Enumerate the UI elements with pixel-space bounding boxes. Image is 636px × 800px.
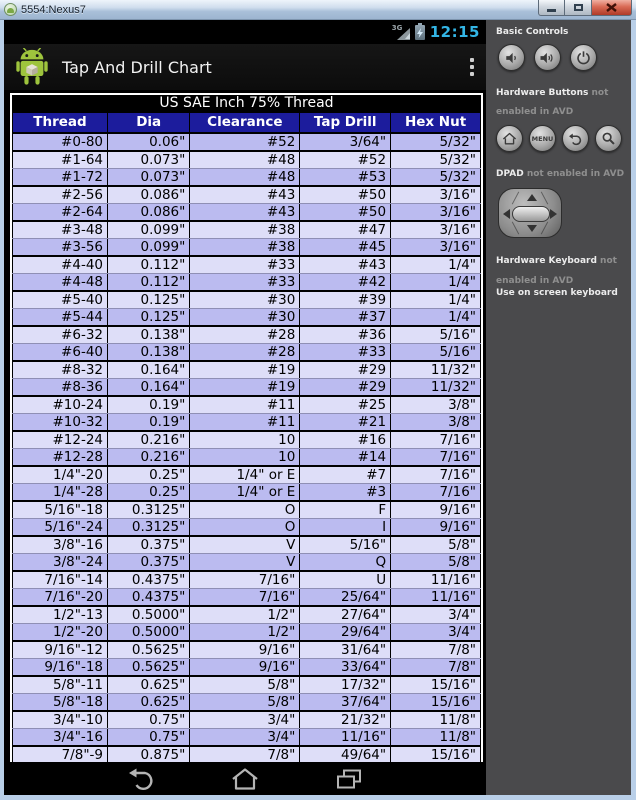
app-title: Tap And Drill Chart [62, 57, 212, 77]
table-cell: #19 [190, 378, 300, 396]
hardware-buttons [496, 125, 625, 152]
table-cell: 5/8" [391, 536, 481, 554]
table-cell: 7/8" [391, 658, 481, 676]
table-cell: 0.19" [108, 396, 190, 414]
table-row [13, 291, 481, 309]
table-row [13, 273, 481, 291]
table-row [13, 186, 481, 204]
table-row [13, 501, 481, 519]
keyboard-hint: Use on screen keyboard [496, 288, 618, 298]
table-cell: O [190, 501, 300, 519]
table-cell: #19 [190, 361, 300, 379]
table-cell: 33/64" [300, 658, 391, 676]
table-cell: 1/4"-20 [13, 466, 108, 484]
table-cell: 1/4" [391, 273, 481, 291]
table-cell: #21 [300, 413, 391, 431]
table-cell: V [190, 536, 300, 554]
table-cell: #3-48 [13, 221, 108, 239]
volume-down-icon [504, 51, 520, 65]
table-cell: #47 [300, 221, 391, 239]
table-cell: 0.086" [108, 203, 190, 221]
table-cell: 9/16" [391, 501, 481, 519]
table-cell: 0.875" [108, 746, 190, 763]
table-cell: 0.073" [108, 151, 190, 169]
table-cell: 9/16" [391, 518, 481, 536]
table-cell: 9/16"-12 [13, 641, 108, 659]
table-row [13, 151, 481, 169]
table-cell: #33 [190, 256, 300, 274]
table-body [13, 133, 481, 763]
table-cell: 7/16"-14 [13, 571, 108, 589]
table-row [13, 133, 481, 151]
table-cell: 7/16" [391, 448, 481, 466]
table-cell: 0.5000" [108, 623, 190, 641]
table-cell: #36 [300, 326, 391, 344]
table-cell: 11/32" [391, 378, 481, 396]
window-titlebar[interactable] [0, 0, 636, 20]
back-icon [568, 132, 583, 146]
table-header-row [13, 113, 481, 133]
table-cell: 0.5625" [108, 641, 190, 659]
table-cell: #43 [190, 203, 300, 221]
table-cell: Q [300, 553, 391, 571]
table-cell: 3/16" [391, 186, 481, 204]
table-cell: 0.06" [108, 133, 190, 151]
table-row [13, 343, 481, 361]
action-bar [4, 44, 486, 90]
table-cell: 9/16"-18 [13, 658, 108, 676]
table-cell: #2-64 [13, 203, 108, 221]
table-cell: 21/32" [300, 711, 391, 729]
table-row [13, 711, 481, 729]
hardware-buttons-section-label: Hardware Buttons not enabled in AVD [496, 88, 609, 117]
column-header-clearance: Clearance [190, 113, 300, 133]
column-header-tap-drill: Tap Drill [300, 113, 391, 133]
table-cell: #52 [300, 151, 391, 169]
table-row [13, 361, 481, 379]
android-robot-app-icon [14, 48, 50, 86]
table-cell: #25 [300, 396, 391, 414]
table-cell: #1-64 [13, 151, 108, 169]
table-cell: 5/8"-18 [13, 693, 108, 711]
table-cell: 0.5000" [108, 606, 190, 624]
table-cell: 0.4375" [108, 571, 190, 589]
table-cell: #29 [300, 378, 391, 396]
close-icon [606, 3, 617, 12]
table-cell: 0.375" [108, 553, 190, 571]
table-cell: 25/64" [300, 588, 391, 606]
table-cell: #43 [190, 186, 300, 204]
table-cell: #48 [190, 168, 300, 186]
table-cell: 11/8" [391, 711, 481, 729]
table-cell: 3/16" [391, 203, 481, 221]
table-row [13, 203, 481, 221]
emulator-controls-panel [486, 20, 631, 795]
table-cell: 27/64" [300, 606, 391, 624]
table-cell: #4-40 [13, 256, 108, 274]
table-cell: 7/16" [391, 431, 481, 449]
table-cell: 7/16" [391, 466, 481, 484]
table-cell: #37 [300, 308, 391, 326]
table-cell: 5/8" [391, 553, 481, 571]
table-cell: 1/4" [391, 308, 481, 326]
dpad-left-icon[interactable] [503, 209, 510, 219]
table-cell: 7/16"-20 [13, 588, 108, 606]
table-cell: 3/8" [391, 413, 481, 431]
table-cell: 0.164" [108, 378, 190, 396]
table-cell: 11/16" [391, 571, 481, 589]
status-bar [4, 20, 486, 44]
table-cell: 29/64" [300, 623, 391, 641]
table-row [13, 168, 481, 186]
table-cell: 0.75" [108, 728, 190, 746]
recent-apps-icon [335, 767, 363, 791]
table-cell: 0.75" [108, 711, 190, 729]
back-icon [126, 767, 156, 791]
table-cell: 5/16" [391, 326, 481, 344]
table-cell: 0.138" [108, 326, 190, 344]
table-row [13, 256, 481, 274]
table-cell: 1/4" or E [190, 483, 300, 501]
table-cell: 0.25" [108, 483, 190, 501]
table-cell: #16 [300, 431, 391, 449]
table-cell: #38 [190, 238, 300, 256]
table-cell: #43 [300, 256, 391, 274]
home-button[interactable] [227, 766, 263, 792]
window-controls [538, 0, 632, 16]
system-navigation-bar [4, 762, 486, 795]
table-row [13, 466, 481, 484]
table-cell: 0.216" [108, 431, 190, 449]
table-cell: #10-24 [13, 396, 108, 414]
table-cell: #0-80 [13, 133, 108, 151]
table-cell: 7/16" [391, 483, 481, 501]
table-row [13, 378, 481, 396]
table-cell: 7/8" [190, 746, 300, 763]
table-cell: 9/16" [190, 641, 300, 659]
basic-controls-buttons [498, 44, 625, 71]
power-icon [576, 50, 591, 65]
table-cell: 10 [190, 448, 300, 466]
table-cell: #45 [300, 238, 391, 256]
table-cell: 3/8" [391, 396, 481, 414]
drill-chart-panel [10, 93, 483, 762]
table-cell: 0.164" [108, 361, 190, 379]
table-cell: 7/16" [190, 571, 300, 589]
table-cell: #28 [190, 326, 300, 344]
table-cell: 0.125" [108, 308, 190, 326]
table-cell: 3/4" [190, 728, 300, 746]
power-button[interactable] [570, 44, 597, 71]
dpad-section-label: DPAD not enabled in AVD [496, 169, 625, 179]
table-cell: 5/32" [391, 133, 481, 151]
table-cell: 15/16" [391, 693, 481, 711]
table-cell: 0.375" [108, 536, 190, 554]
table-cell: 3/8"-16 [13, 536, 108, 554]
table-cell: #3-56 [13, 238, 108, 256]
table-cell: #12-28 [13, 448, 108, 466]
hardware-keyboard-section: Hardware Keyboard not enabled in AVD Use on screen keyboard [496, 248, 625, 299]
table-cell: #5-44 [13, 308, 108, 326]
table-cell: 0.112" [108, 256, 190, 274]
table-cell: 0.25" [108, 466, 190, 484]
menu-label: MENU [531, 134, 554, 143]
table-cell: #11 [190, 413, 300, 431]
dpad-control[interactable] [498, 188, 562, 238]
table-cell: 7/8" [391, 641, 481, 659]
table-row [13, 676, 481, 694]
table-cell: O [190, 518, 300, 536]
window-title: 5554:Nexus7 [21, 3, 86, 16]
emulator-window-body [4, 20, 631, 795]
table-row [13, 728, 481, 746]
overflow-menu-icon[interactable] [466, 52, 478, 82]
dpad-center-button[interactable] [512, 206, 550, 222]
tap-and-drill-table [12, 112, 481, 762]
table-cell: 0.19" [108, 413, 190, 431]
table-row [13, 518, 481, 536]
table-cell: 7/16" [190, 588, 300, 606]
table-cell: 1/2" [190, 606, 300, 624]
table-cell: 9/16" [190, 658, 300, 676]
table-cell: #2-56 [13, 186, 108, 204]
table-cell: 11/16" [391, 588, 481, 606]
table-cell: #52 [190, 133, 300, 151]
table-cell: 3/4" [190, 711, 300, 729]
table-cell: #12-24 [13, 431, 108, 449]
table-cell: 1/4" [391, 256, 481, 274]
clock: 12:15 [429, 23, 480, 41]
table-cell: 3/4"-10 [13, 711, 108, 729]
table-cell: #50 [300, 186, 391, 204]
table-cell: 1/4" or E [190, 466, 300, 484]
table-row [13, 448, 481, 466]
table-cell: #48 [190, 151, 300, 169]
table-cell: 0.216" [108, 448, 190, 466]
signal-3g-icon: 3G [393, 25, 410, 40]
table-cell: 5/16" [300, 536, 391, 554]
table-cell: #33 [300, 343, 391, 361]
table-title: US SAE Inch 75% Thread [12, 95, 481, 112]
table-cell: 3/4" [391, 606, 481, 624]
table-cell: 0.3125" [108, 501, 190, 519]
dpad-right-icon[interactable] [550, 209, 557, 219]
table-cell: #8-36 [13, 378, 108, 396]
table-cell: 3/4" [391, 623, 481, 641]
table-cell: 49/64" [300, 746, 391, 763]
maximize-icon [574, 4, 583, 11]
table-cell: #39 [300, 291, 391, 309]
android-screen [4, 20, 486, 795]
table-cell: #10-32 [13, 413, 108, 431]
home-hardware-button[interactable] [496, 125, 523, 152]
table-row [13, 658, 481, 676]
table-row [13, 606, 481, 624]
table-cell: 5/8"-11 [13, 676, 108, 694]
table-cell: 0.625" [108, 693, 190, 711]
table-row [13, 326, 481, 344]
table-cell: 5/32" [391, 151, 481, 169]
table-cell: #30 [190, 308, 300, 326]
back-hardware-button[interactable] [562, 125, 589, 152]
minimize-icon [547, 9, 556, 12]
table-cell: 0.625" [108, 676, 190, 694]
table-cell: U [300, 571, 391, 589]
table-cell: 10 [190, 431, 300, 449]
table-cell: 3/16" [391, 238, 481, 256]
table-cell: 1/2" [190, 623, 300, 641]
table-cell: 0.099" [108, 238, 190, 256]
table-cell: 1/4"-28 [13, 483, 108, 501]
close-button[interactable] [592, 0, 632, 16]
table-cell: 0.138" [108, 343, 190, 361]
table-cell: 5/16"-24 [13, 518, 108, 536]
table-cell: 31/64" [300, 641, 391, 659]
table-row [13, 588, 481, 606]
table-cell: 1/2"-20 [13, 623, 108, 641]
table-row [13, 571, 481, 589]
table-cell: 1/4" [391, 291, 481, 309]
table-cell: 17/32" [300, 676, 391, 694]
volume-up-button[interactable] [534, 44, 561, 71]
table-cell: 5/16" [391, 343, 481, 361]
table-cell: 3/8"-24 [13, 553, 108, 571]
table-row [13, 746, 481, 763]
android-emulator-icon [4, 3, 17, 16]
table-row [13, 693, 481, 711]
table-cell: 0.125" [108, 291, 190, 309]
table-row [13, 413, 481, 431]
table-row [13, 308, 481, 326]
table-cell: 15/16" [391, 746, 481, 763]
table-cell: 0.3125" [108, 518, 190, 536]
home-icon [231, 767, 259, 791]
table-cell: #8-32 [13, 361, 108, 379]
table-cell: #30 [190, 291, 300, 309]
table-cell: 0.086" [108, 186, 190, 204]
table-cell: I [300, 518, 391, 536]
table-cell: 7/8"-9 [13, 746, 108, 763]
column-header-dia: Dia [108, 113, 190, 133]
table-cell: 0.5625" [108, 658, 190, 676]
table-row [13, 641, 481, 659]
table-cell: #4-48 [13, 273, 108, 291]
table-cell: 15/16" [391, 676, 481, 694]
table-cell: V [190, 553, 300, 571]
table-cell: #6-32 [13, 326, 108, 344]
table-cell: 37/64" [300, 693, 391, 711]
table-cell: #38 [190, 221, 300, 239]
table-row [13, 483, 481, 501]
table-cell: 5/8" [190, 693, 300, 711]
volume-up-icon [539, 51, 556, 65]
table-cell: #14 [300, 448, 391, 466]
table-cell: #6-40 [13, 343, 108, 361]
table-row [13, 536, 481, 554]
column-header-thread: Thread [13, 113, 108, 133]
table-cell: #7 [300, 466, 391, 484]
table-cell: 11/16" [300, 728, 391, 746]
table-cell: #53 [300, 168, 391, 186]
table-cell: #5-40 [13, 291, 108, 309]
table-cell: #29 [300, 361, 391, 379]
basic-controls-label: Basic Controls [496, 27, 569, 37]
dpad-down-icon[interactable] [527, 225, 537, 232]
minimize-button[interactable] [538, 0, 565, 16]
search-hardware-button[interactable] [595, 125, 622, 152]
table-cell: 3/16" [391, 221, 481, 239]
table-cell: #33 [190, 273, 300, 291]
table-cell: F [300, 501, 391, 519]
table-cell: 3/64" [300, 133, 391, 151]
table-cell: #42 [300, 273, 391, 291]
recent-apps-button[interactable] [331, 766, 367, 792]
table-cell: 5/8" [190, 676, 300, 694]
volume-down-button[interactable] [498, 44, 525, 71]
search-icon [601, 131, 616, 146]
table-row [13, 238, 481, 256]
table-cell: #11 [190, 396, 300, 414]
battery-charging-icon [415, 25, 425, 40]
table-cell: #50 [300, 203, 391, 221]
table-cell: 0.073" [108, 168, 190, 186]
home-icon [502, 132, 517, 146]
table-cell: 11/32" [391, 361, 481, 379]
table-cell: 5/16"-18 [13, 501, 108, 519]
table-row [13, 396, 481, 414]
table-cell: 11/8" [391, 728, 481, 746]
table-cell: #3 [300, 483, 391, 501]
maximize-button[interactable] [565, 0, 592, 16]
table-cell: #1-72 [13, 168, 108, 186]
table-cell: 1/2"-13 [13, 606, 108, 624]
menu-hardware-button[interactable] [529, 125, 556, 152]
table-cell: #28 [190, 343, 300, 361]
table-cell: 3/4"-16 [13, 728, 108, 746]
dpad-up-icon[interactable] [527, 194, 537, 201]
back-button[interactable] [123, 766, 159, 792]
table-cell: 0.4375" [108, 588, 190, 606]
table-row [13, 553, 481, 571]
table-row [13, 623, 481, 641]
table-cell: 0.099" [108, 221, 190, 239]
table-cell: 0.112" [108, 273, 190, 291]
table-row [13, 221, 481, 239]
column-header-hex-nut: Hex Nut [391, 113, 481, 133]
table-row [13, 431, 481, 449]
table-cell: 5/32" [391, 168, 481, 186]
